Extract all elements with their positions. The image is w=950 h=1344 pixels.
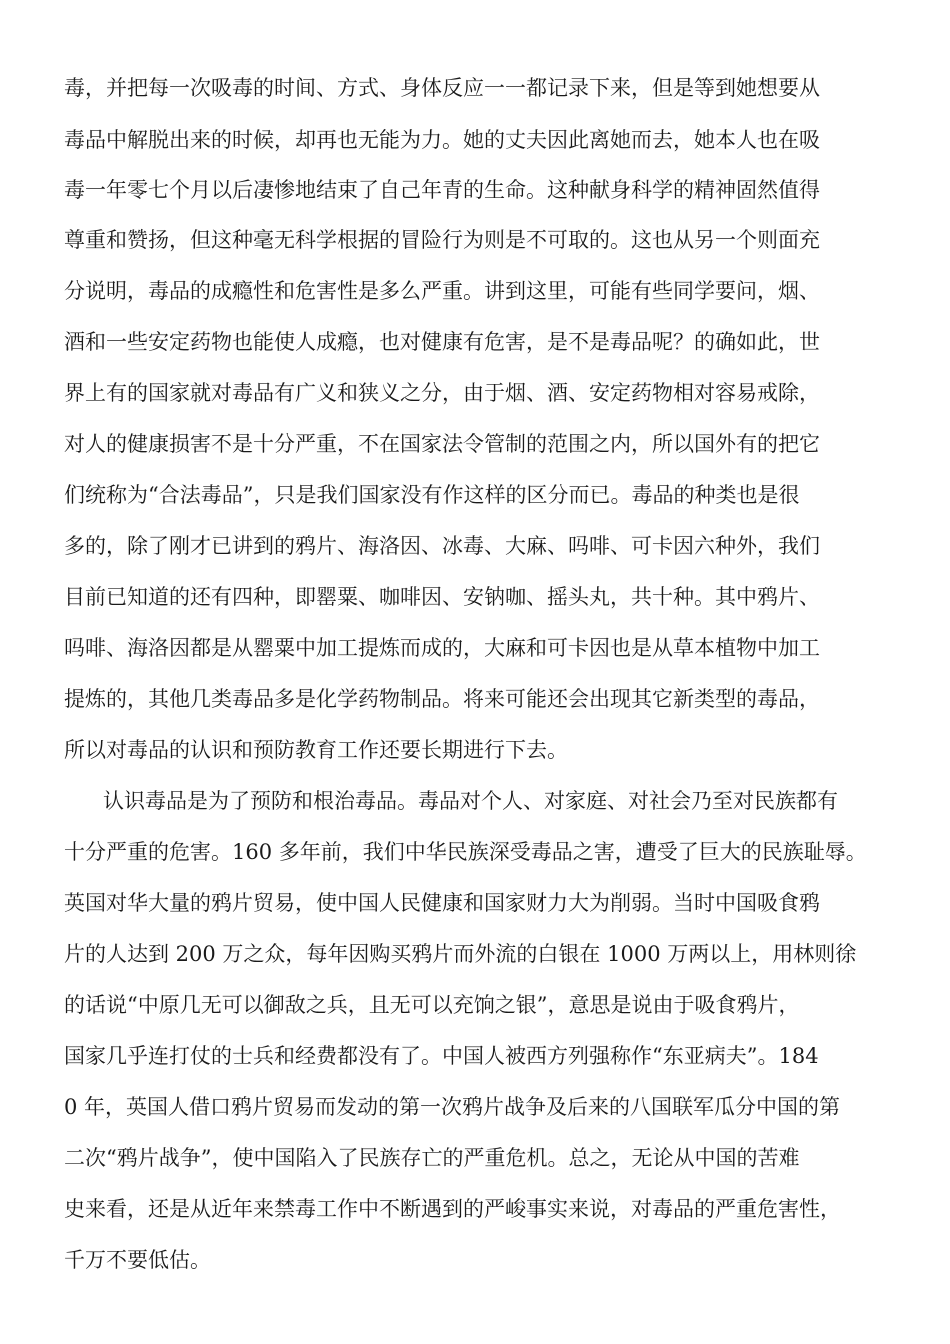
paragraph-2-line-8: 二次“鸦片战争”，使中国陷入了民族存亡的严重危机。总之，无论从中国的苦难 [64,1146,800,1170]
paragraph-2-line-7: 0 年，英国人借口鸦片贸易而发动的第一次鸦片战争及后来的八国联军瓜分中国的第 [64,1095,841,1119]
paragraph-1-line-7: 界上有的国家就对毒品有广义和狭义之分，由于烟、酒、安定药物相对容易戒除， [64,381,820,405]
paragraph-1-line-6: 酒和一些安定药物也能使人成瘾，也对健康有危害，是不是毒品呢？的确如此，世 [64,330,820,354]
paragraph-1-line-14: 所以对毒品的认识和预防教育工作还要长期进行下去。 [64,738,568,762]
paragraph-2-line-1: 认识毒品是为了预防和根治毒品。毒品对个人、对家庭、对社会乃至对民族都有 [103,789,838,813]
paragraph-1-line-5: 分说明，毒品的成瘾性和危害性是多么严重。讲到这里，可能有些同学要问，烟、 [64,279,820,303]
paragraph-2-line-3: 英国对华大量的鸦片贸易，使中国人民健康和国家财力大为削弱。当时中国吸食鸦 [64,891,820,915]
paragraph-1-line-3: 毒一年零七个月以后凄惨地结束了自己年青的生命。这种献身科学的精神固然值得 [64,178,820,202]
paragraph-1-line-9: 们统称为“合法毒品”，只是我们国家没有作这样的区分而已。毒品的种类也是很 [64,483,800,507]
paragraph-2-line-4: 片的人达到 200 万之众，每年因购买鸦片而外流的白银在 1000 万两以上，用林则徐 [64,942,857,966]
paragraph-1-line-4: 尊重和赞扬，但这种毫无科学根据的冒险行为则是不可取的。这也从另一个则面充 [64,228,820,252]
paragraph-2-line-6: 国家几乎连打仗的士兵和经费都没有了。中国人被西方列强称作“东亚病夫”。184 [64,1044,819,1068]
paragraph-2-line-2: 十分严重的危害。160 多年前，我们中华民族深受毒品之害，遭受了巨大的民族耻辱。 [64,840,867,864]
paragraph-1-line-2: 毒品中解脱出来的时候，却再也无能为力。她的丈夫因此离她而去，她本人也在吸 [64,128,820,152]
paragraph-1-line-12: 吗啡、海洛因都是从罂粟中加工提炼而成的，大麻和可卡因也是从草本植物中加工 [64,636,820,660]
paragraph-2-line-5: 的话说“中原几无可以御敌之兵，且无可以充饷之银”，意思是说由于吸食鸦片， [64,993,800,1017]
paragraph-1-line-10: 多的，除了刚才已讲到的鸦片、海洛因、冰毒、大麻、吗啡、可卡因六种外，我们 [64,534,820,558]
paragraph-1-line-13: 提炼的，其他几类毒品多是化学药物制品。将来可能还会出现其它新类型的毒品， [64,687,820,711]
paragraph-2-line-10: 千万不要低估。 [64,1248,211,1272]
paragraph-1-line-8: 对人的健康损害不是十分严重，不在国家法令管制的范围之内，所以国外有的把它 [64,432,820,456]
paragraph-1-line-1: 毒，并把每一次吸毒的时间、方式、身体反应一一都记录下来，但是等到她想要从 [64,76,820,100]
paragraph-1-line-11: 目前已知道的还有四种，即罂粟、咖啡因、安钠咖、摇头丸，共十种。其中鸦片、 [64,585,820,609]
paragraph-2-line-9: 史来看，还是从近年来禁毒工作中不断遇到的严峻事实来说，对毒品的严重危害性， [64,1197,841,1221]
